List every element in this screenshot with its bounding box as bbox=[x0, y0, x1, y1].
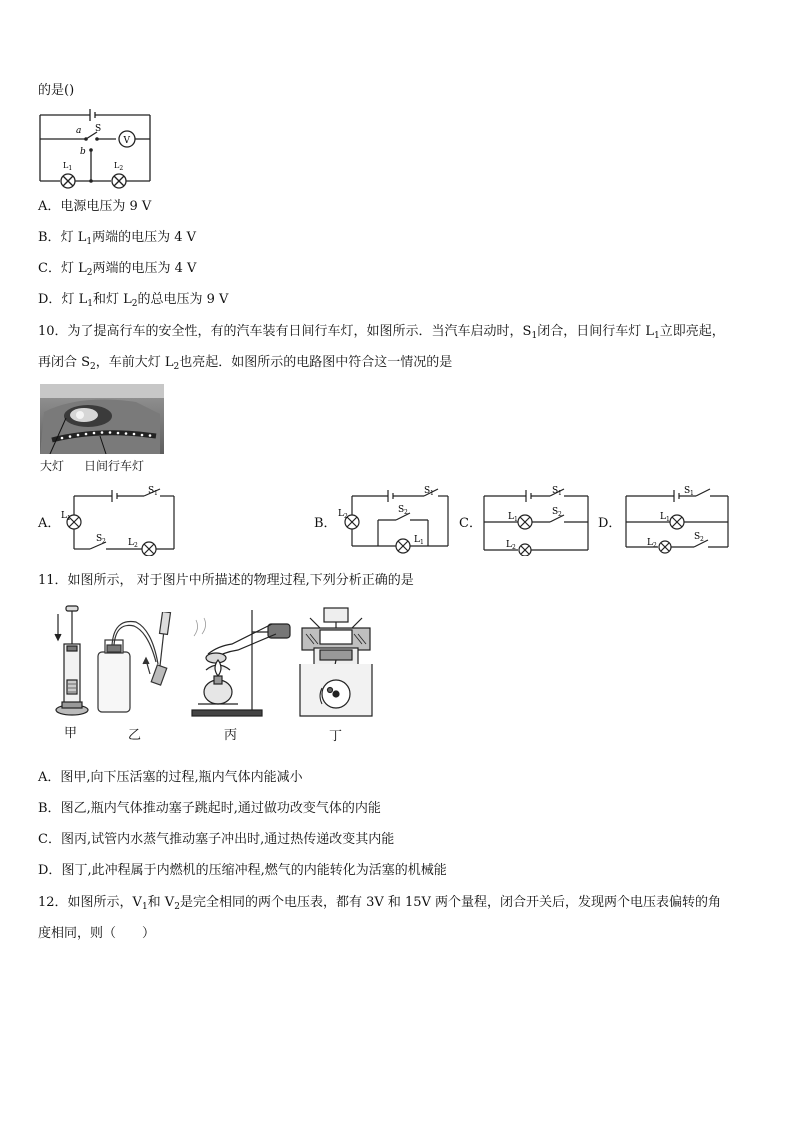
lamp-l2-label: $L_2$ bbox=[114, 161, 124, 172]
q9-circuit-diagram bbox=[36, 106, 156, 192]
q11-option-a[interactable]: A．图甲,向下压活塞的过程,瓶内气体内能减小 bbox=[38, 770, 303, 785]
svg-text:1: 1 bbox=[690, 490, 694, 497]
switch-s-label: S bbox=[95, 124, 102, 134]
svg-text:S: S bbox=[694, 532, 701, 542]
q10-choice-d[interactable]: D． bbox=[598, 516, 622, 531]
q10-circuit-b bbox=[336, 484, 454, 556]
svg-text:S: S bbox=[552, 507, 559, 517]
svg-text:1: 1 bbox=[666, 516, 670, 523]
fig-jia-piston-cylinder bbox=[50, 604, 94, 720]
q10-circuit-c bbox=[480, 484, 594, 556]
q11-option-d[interactable]: D．图丁,此冲程属于内燃机的压缩冲程,燃气的内能转化为活塞的机械能 bbox=[38, 863, 447, 878]
daytime-running-light-label: 日间行车灯 bbox=[84, 459, 145, 473]
svg-text:S: S bbox=[148, 486, 155, 496]
svg-text:L: L bbox=[128, 538, 134, 548]
svg-text:2: 2 bbox=[558, 511, 562, 518]
switch-b-label: b bbox=[80, 147, 86, 157]
lamp-l1-label: $L_1$ bbox=[63, 161, 73, 172]
svg-text:2: 2 bbox=[512, 544, 516, 551]
svg-text:1: 1 bbox=[67, 515, 71, 522]
svg-text:2: 2 bbox=[700, 536, 704, 543]
svg-text:1: 1 bbox=[420, 539, 424, 546]
switch-a-label: a bbox=[76, 126, 82, 136]
q9-option-d[interactable]: D．灯 $L_1$和灯 $L_2$的总电压为 9 V bbox=[38, 292, 229, 309]
svg-text:L: L bbox=[338, 509, 344, 519]
svg-text:L: L bbox=[647, 538, 653, 548]
svg-text:1: 1 bbox=[430, 490, 434, 497]
q11-stem: 11．如图所示， 对于图片中所描述的物理过程,下列分析正确的是 bbox=[38, 573, 414, 588]
svg-text:1: 1 bbox=[154, 490, 158, 497]
svg-text:2: 2 bbox=[134, 542, 138, 549]
q9-stem-tail: 的是() bbox=[38, 83, 75, 98]
q12-stem-line1: 12．如图所示，$V_1$和 $V_2$是完全相同的两个电压表，都有 3V 和 15V 两个量程，闭合开关后，发现两个电压表偏转的角 bbox=[38, 895, 722, 912]
q9-option-c[interactable]: C．灯 $L_2$两端的电压为 4 V bbox=[38, 261, 197, 278]
svg-text:S: S bbox=[96, 534, 103, 544]
q12-stem-line2: 度相同，则（ ） bbox=[38, 926, 156, 941]
svg-text:1: 1 bbox=[514, 516, 518, 523]
fig-label-yi: 乙 bbox=[128, 728, 142, 743]
fig-bing-test-tube-burner bbox=[188, 606, 292, 718]
svg-text:S: S bbox=[552, 486, 559, 496]
q10-choice-a[interactable]: A． bbox=[38, 516, 61, 531]
q11-option-b[interactable]: B．图乙,瓶内气体推动塞子跳起时,通过做功改变气体的内能 bbox=[38, 801, 381, 816]
svg-text:S: S bbox=[684, 486, 691, 496]
headlight-label: 大灯 bbox=[40, 459, 65, 473]
svg-text:2: 2 bbox=[653, 542, 657, 549]
svg-text:L: L bbox=[414, 535, 420, 545]
q10-choice-b[interactable]: B． bbox=[314, 516, 337, 531]
svg-text:L: L bbox=[508, 512, 514, 522]
svg-text:1: 1 bbox=[558, 490, 562, 497]
fig-label-jia: 甲 bbox=[64, 726, 78, 741]
q9-option-a[interactable]: A．电源电压为 9 V bbox=[38, 199, 152, 214]
fig-label-bing: 丙 bbox=[224, 728, 238, 743]
q10-circuit-d bbox=[622, 484, 734, 556]
q9-option-b[interactable]: B．灯 $L_1$两端的电压为 4 V bbox=[38, 230, 196, 247]
svg-text:S: S bbox=[424, 486, 431, 496]
svg-text:2: 2 bbox=[344, 513, 348, 520]
q10-choice-c[interactable]: C． bbox=[459, 516, 482, 531]
q11-option-c[interactable]: C．图丙,试管内水蒸气推动塞子冲出时,通过热传递改变其内能 bbox=[38, 832, 395, 847]
svg-text:L: L bbox=[506, 540, 512, 550]
fig-ding-engine-cylinder bbox=[296, 604, 376, 720]
car-headlight-photo bbox=[40, 384, 164, 454]
svg-text:L: L bbox=[61, 511, 67, 521]
svg-text:L: L bbox=[660, 512, 666, 522]
svg-text:2: 2 bbox=[102, 538, 106, 545]
svg-text:2: 2 bbox=[404, 509, 408, 516]
q10-stem-line1: 10．为了提高行车的安全性，有的汽车装有日间行车灯，如图所示．当汽车启动时，$S_1$闭合，日间行车灯 $L_1$立即亮起， bbox=[38, 324, 725, 341]
voltmeter-label: V bbox=[123, 136, 130, 146]
q10-stem-line2: 再闭合 $S_2$，车前大灯 $L_2$也亮起．如图所示的电路图中符合这一情况的是 bbox=[38, 355, 453, 372]
svg-text:S: S bbox=[398, 505, 405, 515]
fig-yi-bottle-stopper bbox=[90, 612, 176, 716]
fig-label-ding: 丁 bbox=[329, 729, 343, 744]
q10-circuit-a bbox=[60, 484, 180, 556]
